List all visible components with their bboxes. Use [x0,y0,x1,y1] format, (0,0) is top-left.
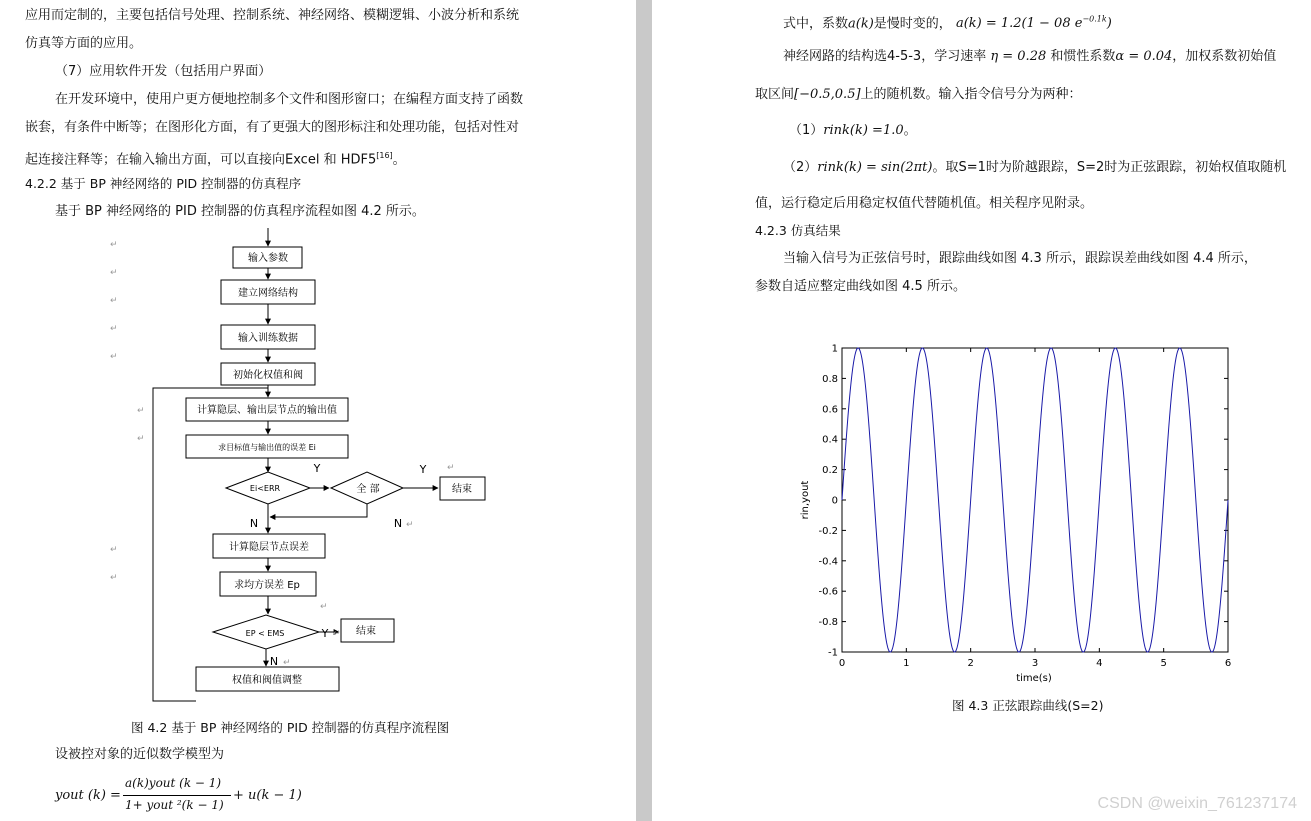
rp-line2-a: 神经网路的结构选4-5-3，学习速率 [783,49,987,64]
flow-compute-error: 求目标值与输出值的误差 Ei [218,443,316,452]
rp-line1 [783,11,1112,33]
paragraph-mark: ↵ [110,268,118,278]
rp-line1-f1: a(k) = 1.2(1 − 08 e [955,16,1083,32]
formula-lhs: yout (k) = [55,788,121,803]
watermark: CSDN @weixin_761237174 [1097,795,1297,812]
rp-line3-c: 上的随机数。输入指令信号分为两种： [860,87,1082,102]
para2-line1: 在开发环境中，使用户更方便地控制多个文件和图形窗口；在编程方面支持了函数 [55,92,524,107]
rp-item1-c: 。 [903,123,917,138]
sine-tracking-chart [792,335,1242,690]
y-tick-label: 0.6 [822,404,838,416]
fraction-bar [123,795,231,796]
y-axis-label: rin,yout [800,480,811,520]
paragraph-mark: ↵ [137,406,145,416]
rp-item2-b: rink(k) = sin(2πt) [817,160,933,175]
paragraph-mark: ↵ [110,240,118,250]
paragraph-mark: ↵ [137,434,145,444]
citation-ref: [16] [376,151,393,160]
rp-item1-b: rink(k) =1.0 [823,123,904,138]
y-tick-label: 1 [831,343,838,355]
paragraph-mark: ↵ [110,352,118,362]
x-tick-label: 3 [1031,658,1039,669]
item7-heading: （7）应用软件开发（包括用户界面） [55,64,272,79]
y-tick-label: -0.2 [818,525,838,537]
flow-end1: 结束 [452,484,472,495]
formula-tail: + u(k − 1) [233,788,302,803]
paragraph-mark: ↵ [110,545,118,555]
flow-y2: Y [419,463,427,476]
flow-n1: N [249,517,259,530]
right-page [652,0,1311,821]
flow-decision1: Ei<ERR [249,484,281,493]
flow-y3: Y [321,627,329,640]
rp-line1-a: 式中，系数 [783,16,849,32]
x-tick-label: 2 [967,658,974,669]
flow-build-network: 建立网络结构 [238,288,298,299]
flow-y1: Y [313,462,321,475]
rp-result-line2: 参数自适应整定曲线如图 4.5 所示。 [755,279,966,294]
rp-item1 [789,122,917,140]
rp-line3-a: 取区间 [755,87,795,102]
rp-line3 [755,86,1082,104]
section-heading-422: 4.2.2 基于 BP 神经网络的 PID 控制器的仿真程序 [25,176,302,191]
flow-decision3: EP < EMS [245,629,285,638]
rp-line1-formula [956,16,1112,31]
left-page [0,0,636,821]
x-tick-label: 4 [1096,658,1103,669]
rp-item2 [783,159,1286,177]
section-heading-423: 4.2.3 仿真结果 [755,223,841,238]
svg-text:↵: ↵ [447,463,455,473]
model-intro: 设被控对象的近似数学模型为 [55,747,225,762]
y-tick-label: 0 [831,495,838,507]
y-tick-label: -0.4 [818,556,838,568]
flow-hidden-error: 计算隐层节点误差 [229,542,309,553]
svg-text:↵: ↵ [333,629,341,639]
rp-line1-b: a(k) [848,16,874,32]
flowchart-intro: 基于 BP 神经网络的 PID 控制器的仿真程序流程如图 4.2 所示。 [55,204,425,219]
rp-result-line1: 当输入信号为正弦信号时，跟踪曲线如图 4.3 所示，跟踪误差曲线如图 4.4 所示， [783,251,1257,266]
para1-line2: 仿真等方面的应用。 [25,36,143,51]
figure-4-3-caption: 图 4.3 正弦跟踪曲线(S=2) [952,698,1104,713]
rp-item2-a: （2） [783,160,818,175]
rp-line3-b: [−0.5,0.5] [794,87,861,102]
rp-line2 [783,48,1276,66]
flow-adjust: 权值和阀值调整 [232,675,302,686]
formula-numerator: a(k)yout (k − 1) [125,776,222,790]
para2-line3-end: 。 [392,152,406,168]
rp-item2-line2: 值，运行稳定后用稳定权值代替随机值。相关程序见附录。 [755,196,1094,211]
rp-item1-a: （1） [789,123,824,138]
rp-line2-b: η = 0.28 [990,49,1047,64]
x-tick-label: 5 [1160,658,1167,669]
svg-text:↵: ↵ [283,658,291,668]
y-tick-label: -1 [828,647,838,659]
para1-line1: 应用而定制的，主要包括信号处理、控制系统、神经网络、模糊逻辑、小波分析和系统 [25,8,520,23]
x-tick-label: 1 [903,658,910,669]
y-tick-label: 0.4 [822,434,838,446]
svg-text:↵: ↵ [406,520,414,530]
rp-line2-c: 和惯性系数 [1050,49,1116,64]
flowchart [0,0,636,720]
svg-text:↵: ↵ [320,602,328,612]
rp-item2-c: 。取S=1时为阶越跟踪，S=2时为正弦跟踪，初始权值取随机 [932,160,1287,175]
flow-n2: N [393,517,403,530]
x-tick-label: 0 [838,658,846,669]
paragraph-mark: ↵ [110,573,118,583]
rp-line2-e: ，加权系数初始值 [1172,49,1277,64]
para2-line3-text: 起连接注释等；在输入输出方面，可以直接向Excel 和 HDF5 [25,152,377,168]
para2-line2: 嵌套，有条件中断等；在图形化方面，有了更强大的图形标注和处理功能，包括对性对 [25,120,520,135]
formula-denominator: 1+ yout ²(k − 1) [125,798,224,812]
rp-line2-d: α = 0.04 [1115,49,1173,64]
x-tick-label: 6 [1224,658,1232,669]
rp-line1-c: 是慢时变的， [873,16,952,32]
paragraph-mark: ↵ [110,296,118,306]
flow-end2: 结束 [356,626,376,637]
paragraph-mark: ↵ [110,324,118,334]
flow-n3: N [269,655,279,668]
x-axis-label: time(s) [1016,673,1052,684]
flow-input-params: 输入参数 [248,253,288,264]
y-tick-label: -0.8 [818,617,838,629]
y-tick-label: 0.2 [822,465,838,477]
rp-line1-f3: ) [1106,16,1112,32]
y-tick-label: -0.6 [818,586,838,598]
flow-mse: 求均方误差 Ep [234,580,300,591]
rp-line1-f2: −0.1k [1082,15,1107,24]
flow-init-weights: 初始化权值和阀 [233,370,303,381]
flow-decision2: 全 部 [356,484,380,495]
figure-4-2-caption: 图 4.2 基于 BP 神经网络的 PID 控制器的仿真程序流程图 [131,720,450,735]
flow-compute-outputs: 计算隐层、输出层节点的输出值 [197,405,337,416]
flow-input-training: 输入训练数据 [238,333,298,344]
y-tick-label: 0.8 [822,373,838,385]
